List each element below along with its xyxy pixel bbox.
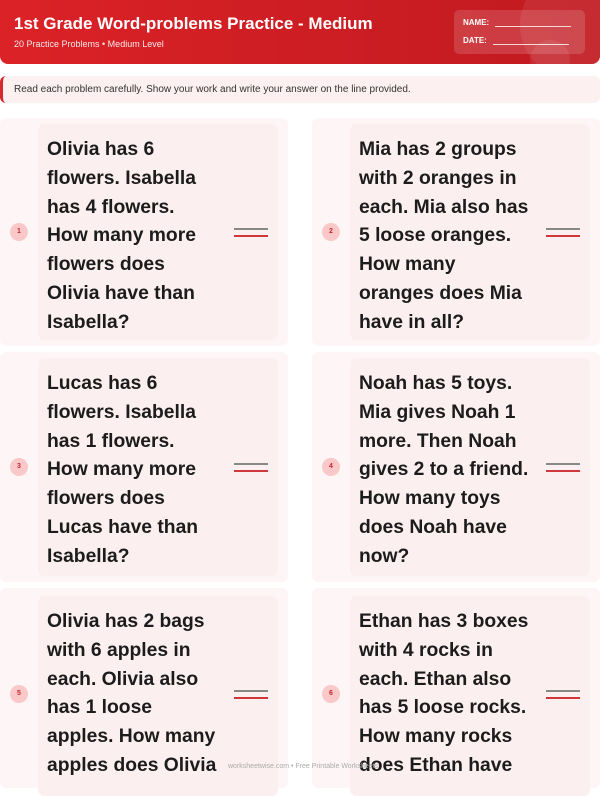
problem-number-badge: 5 bbox=[10, 685, 28, 703]
problem-text-line: have in all? bbox=[359, 311, 465, 333]
name-label: NAME: bbox=[463, 18, 490, 27]
problem-text-line: How many bbox=[359, 254, 456, 276]
problem-text-line: Lucas has 6 bbox=[47, 373, 158, 394]
problem-card bbox=[0, 352, 288, 582]
problem-card bbox=[312, 118, 600, 346]
problem-text-line: with 2 oranges in bbox=[359, 167, 517, 189]
problem-card bbox=[312, 352, 600, 582]
answer-line[interactable] bbox=[546, 228, 580, 237]
problem-text-line: How many more bbox=[47, 459, 196, 481]
problem-text-line: does Noah have bbox=[359, 516, 507, 538]
problem-text-line: Mia gives Noah 1 bbox=[359, 401, 516, 423]
problem-number-badge: 1 bbox=[10, 223, 28, 241]
name-date-box bbox=[454, 10, 585, 54]
problem-text-line: How many rocks bbox=[359, 726, 513, 748]
problem-number-badge: 3 bbox=[10, 458, 28, 476]
problem-text-line: has 1 flowers. bbox=[47, 430, 175, 452]
problem-text-line: flowers. Isabella bbox=[47, 167, 196, 189]
problem-card bbox=[0, 588, 288, 788]
footer: worksheetwise.com • Free Printable Worksheets bbox=[228, 763, 379, 770]
problem-text-line: Noah has 5 toys. bbox=[359, 373, 513, 394]
problem-text-line: Mia has 2 groups bbox=[359, 139, 517, 160]
page-title: 1st Grade Word-problems Practice - Medium bbox=[14, 14, 373, 33]
answer-line[interactable] bbox=[234, 228, 268, 237]
problem-text-line: apples does Olivia bbox=[47, 754, 217, 776]
date-label: DATE: bbox=[463, 36, 487, 45]
problem-text-line: Ethan has 3 boxes bbox=[359, 611, 529, 632]
problem-number-badge: 4 bbox=[322, 458, 340, 476]
worksheet-header bbox=[0, 0, 600, 64]
problem-text-line: has 1 loose bbox=[47, 697, 153, 719]
problem-text-line: each. Olivia also bbox=[47, 668, 199, 690]
problem-text-line: Isabella? bbox=[47, 545, 130, 567]
problem-text-line: with 4 rocks in bbox=[359, 639, 493, 661]
answer-line[interactable] bbox=[546, 690, 580, 699]
problem-text-line: How many toys bbox=[359, 488, 501, 510]
problem-number-badge: 6 bbox=[322, 685, 340, 703]
problem-text-line: Isabella? bbox=[47, 311, 130, 333]
page-subtitle: 20 Practice Problems • Medium Level bbox=[14, 39, 164, 49]
problem-text-line: has 4 flowers. bbox=[47, 196, 175, 218]
instructions: Read each problem carefully. Show your work and write your answer on the line provided. bbox=[0, 76, 600, 103]
answer-line[interactable] bbox=[546, 463, 580, 472]
problem-text-line: more. Then Noah bbox=[359, 430, 517, 452]
problem-card bbox=[312, 588, 600, 788]
problem-text-line: now? bbox=[359, 545, 410, 567]
problem-number-badge: 2 bbox=[322, 223, 340, 241]
problem-text-line: has 5 loose rocks. bbox=[359, 697, 527, 719]
problem-text-line: does Ethan have bbox=[359, 754, 513, 776]
problem-text-line: apples. How many bbox=[47, 726, 216, 748]
problem-text-line: oranges does Mia bbox=[359, 282, 522, 304]
date-line bbox=[493, 37, 569, 45]
problem-text-line: Olivia has 2 bags bbox=[47, 611, 205, 632]
problem-text-line: Olivia have than bbox=[47, 282, 195, 304]
problem-text-line: gives 2 to a friend. bbox=[359, 459, 529, 481]
problem-text-line: each. Mia also has bbox=[359, 196, 529, 218]
problem-text-line: flowers does bbox=[47, 488, 165, 510]
problem-text-line: 5 loose oranges. bbox=[359, 225, 512, 247]
name-line bbox=[495, 19, 571, 27]
problem-text-line: flowers does bbox=[47, 254, 165, 276]
problem-text-line: with 6 apples in bbox=[47, 639, 191, 661]
problem-text-line: How many more bbox=[47, 225, 196, 247]
problem-text-line: Lucas have than bbox=[47, 516, 199, 538]
answer-line[interactable] bbox=[234, 463, 268, 472]
problem-text-line: each. Ethan also bbox=[359, 668, 512, 690]
problem-text-line: flowers. Isabella bbox=[47, 401, 196, 423]
problem-text-line: Olivia has 6 bbox=[47, 139, 155, 160]
problem-card bbox=[0, 118, 288, 346]
answer-line[interactable] bbox=[234, 690, 268, 699]
